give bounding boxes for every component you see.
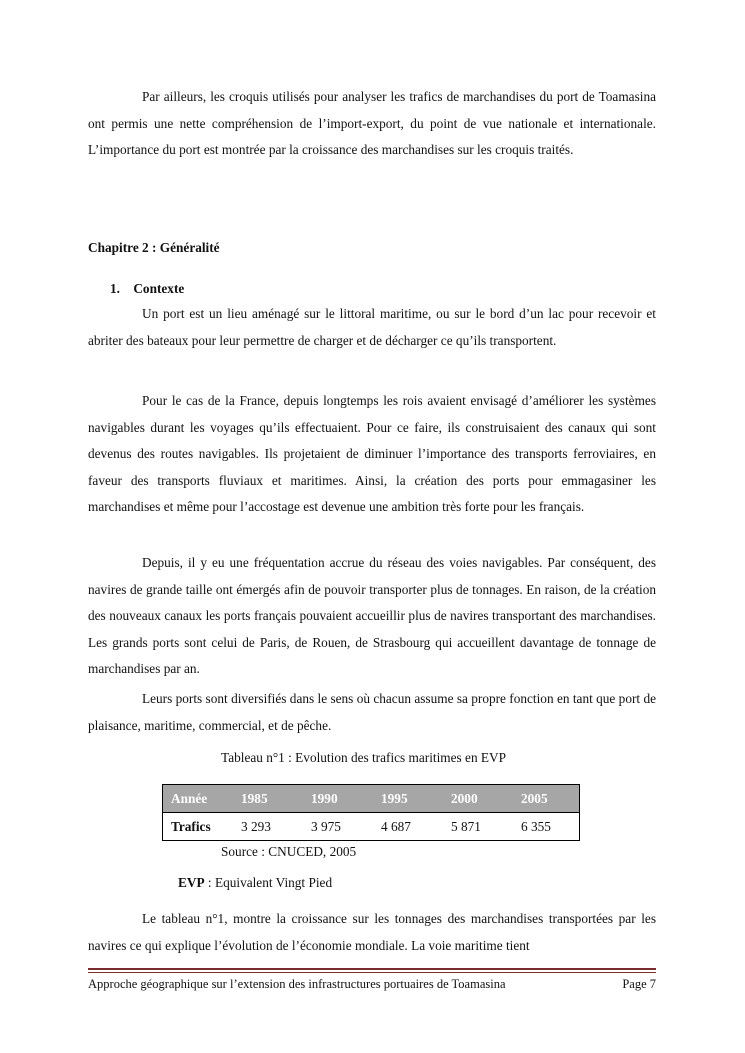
chapter-title: Chapitre 2 : Généralité (88, 240, 220, 255)
table-cell: 6 355 (521, 818, 551, 834)
table-header-cell: 1995 (373, 785, 443, 813)
paragraph-table-comment: Le tableau n°1, montre la croissance sur les tonnages des marchandises transportées par les navires ce qui explique l’évolution de l’économie mondiale. La voie maritime tient (88, 911, 656, 953)
table-source: Source : CNUCED, 2005 (221, 844, 357, 859)
intro-paragraph: Par ailleurs, les croquis utilisés pour analyser les trafics de marchandises du port de Toamasina ont permis une nette compréhension de l’import-export, du point de vue nationale et internationale. L’importance du port est montrée par la croissance des marchandises sur les croquis traités. (88, 89, 656, 157)
table-caption: Tableau n°1 : Evolution des trafics maritimes en EVP (221, 750, 507, 765)
table-cell: Trafics (171, 818, 211, 834)
table-cell: 3 975 (311, 818, 341, 834)
table-cell: 4 687 (381, 818, 411, 834)
table-cell: 3 293 (241, 818, 271, 834)
traffic-table (162, 784, 580, 841)
footer-rule-thick (88, 968, 656, 970)
table-header-cell: 2000 (443, 785, 513, 813)
table-header-row (163, 785, 580, 813)
table-header-cell: Année (163, 785, 234, 813)
footer-rule-thin (88, 972, 656, 973)
table-cell: 5 871 (451, 818, 481, 834)
paragraph-port-types: Leurs ports sont diversifiés dans le sens où chacun assume sa propre fonction en tant que port de plaisance, maritime, commercial, et de pêche. (88, 691, 656, 733)
table-header-cell: 1990 (303, 785, 373, 813)
abbreviation-note (178, 875, 332, 891)
page-number: Page 7 (622, 977, 656, 991)
section-heading (110, 281, 184, 297)
abbreviation-definition: : Equivalent Vingt Pied (204, 875, 333, 890)
table-header-cell: 2005 (513, 785, 580, 813)
section-number: 1. (110, 281, 120, 296)
paragraph-navigable-network: Depuis, il y eu une fréquentation accrue du réseau des voies navigables. Par conséquent, des navires de grande taille ont émergés afin de pouvoir transporter plus de tonnages. En raison, de la création des nouveaux canaux les ports français pouvaient accueillir plus de navires transportant des marchandises. Les grands ports sont celui de Paris, de Rouen, de Strasbourg qui accueillent davantage de tonnage de marchandises par an. (88, 555, 656, 676)
footer-title: Approche géographique sur l’extension des infrastructures portuaires de Toamasina (88, 977, 506, 991)
paragraph-port-definition: Un port est un lieu aménagé sur le littoral maritime, ou sur le bord d’un lac pour recevoir et abriter des bateaux pour leur permettre de charger et de décharger ce qu’ils transportent. (88, 306, 656, 348)
section-title: Contexte (133, 281, 185, 296)
paragraph-france-history: Pour le cas de la France, depuis longtemps les rois avaient envisagé d’améliorer les systèmes navigables durant les voyages qu’ils effectuaient. Pour ce faire, ils construisaient des canaux qui sont devenus des routes navigables. Ils projetaient de diminuer l’importance des transports ferroviaires, en faveur des transports fluviaux et maritimes. Ainsi, la création des ports pour emmagasiner les marchandises et même pour l’accostage est devenue une ambition très forte pour les français. (88, 393, 656, 514)
table-row (163, 813, 580, 841)
table-header-cell: 1985 (233, 785, 303, 813)
abbreviation-term: EVP (178, 875, 205, 890)
